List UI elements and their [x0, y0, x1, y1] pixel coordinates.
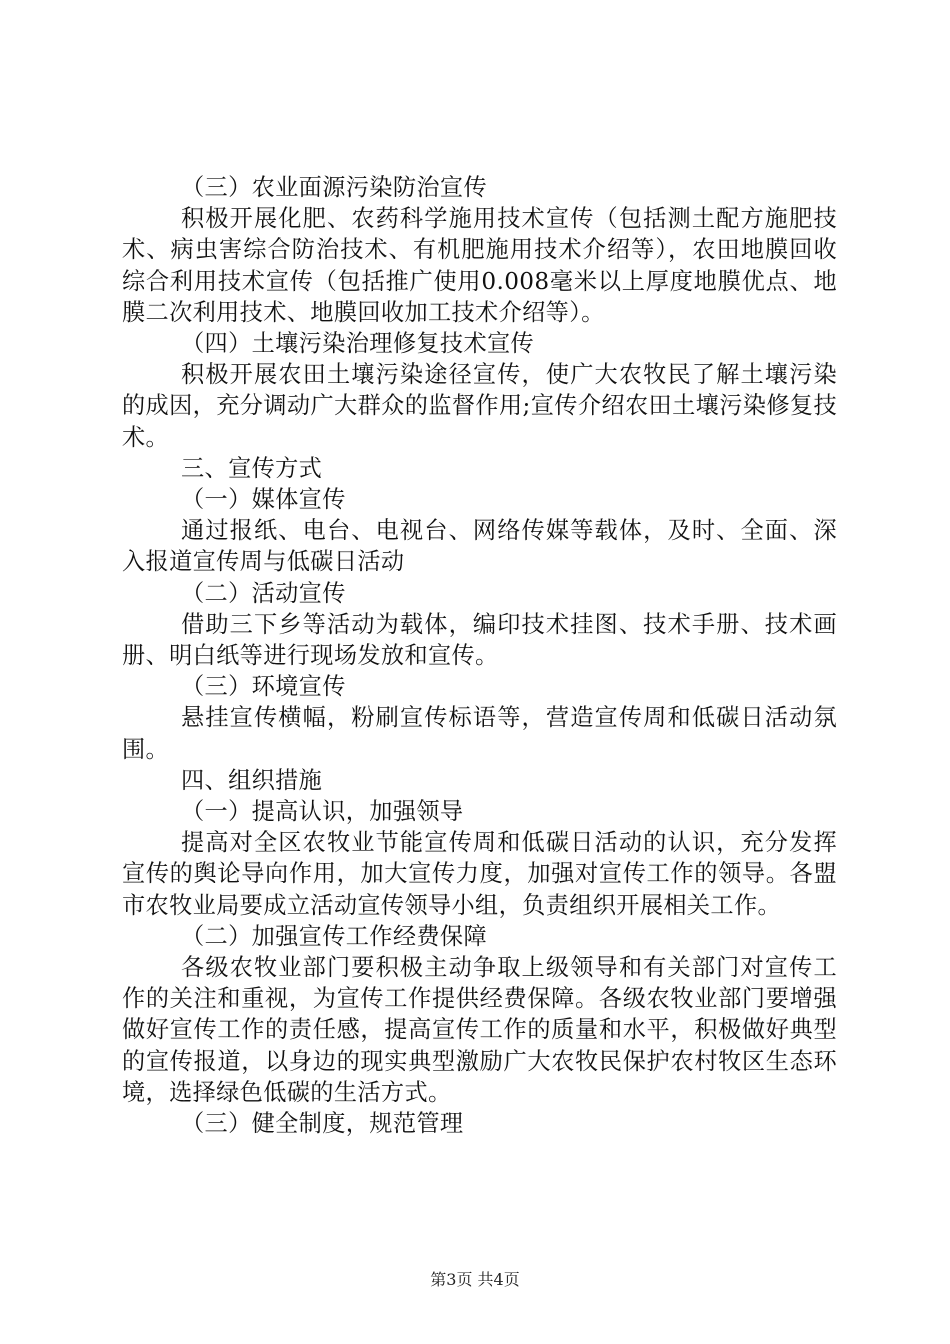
chapter-heading: 四、组织措施: [181, 766, 323, 794]
body-paragraph: 提高对全区农牧业节能宣传周和低碳日活动的认识，充分发挥宣传的舆论导向作用，加大宣传力度，加强对宣传工作的领导。各盟市农牧业局要成立活动宣传领导小组，负责组织开展相关工作。: [122, 829, 837, 919]
section-heading: （二）活动宣传: [181, 579, 346, 607]
body-paragraph: 积极开展农田土壤污染途径宣传，使广大农牧民了解土壤污染的成因，充分调动广大群众的监督作用;宣传介绍农田土壤污染修复技术。: [122, 361, 837, 451]
section-heading: （一）媒体宣传: [181, 486, 346, 514]
body-paragraph: 通过报纸、电台、电视台、网络传媒等载体，及时、全面、深入报道宣传周与低碳日活动: [122, 517, 837, 576]
body-paragraph: 各级农牧业部门要积极主动争取上级领导和有关部门对宣传工作的关注和重视，为宣传工作提供经费保障。各级农牧业部门要增强做好宣传工作的责任感，提高宣传工作的质量和水平，积极做好典型的宣传报道，以身边的现实典型激励广大农牧民保护农村牧区生态环境，选择绿色低碳的生活方式。: [122, 954, 837, 1106]
section-heading: （一）提高认识，加强领导: [181, 798, 464, 826]
section-heading: （三）农业面源污染防治宣传: [181, 174, 487, 201]
section-heading: （三）环境宣传: [181, 673, 346, 701]
body-paragraph: 积极开展化肥、农药科学施用技术宣传（包括测土配方施肥技术、病虫害综合防治技术、有机肥施用技术介绍等），农田地膜回收综合利用技术宣传（包括推广使用0.008毫米以上厚度地膜优点、地膜二次利用技术、地膜回收加工技术介绍等）。: [122, 205, 837, 326]
section-heading: （四）土壤污染治理修复技术宣传: [181, 330, 535, 358]
body-paragraph: 借助三下乡等活动为载体，编印技术挂图、技术手册、技术画册、明白纸等进行现场发放和宣传。: [122, 610, 837, 670]
body-paragraph: 悬挂宣传横幅，粉刷宣传标语等，营造宣传周和低碳日活动氛围。: [122, 704, 837, 763]
document-body: [122, 172, 837, 1139]
page-number-footer: 第3页 共4页: [430, 1270, 520, 1289]
chapter-heading: 三、宣传方式: [181, 454, 323, 482]
section-heading: （三）健全制度，规范管理: [181, 1110, 464, 1138]
section-heading: （二）加强宣传工作经费保障: [181, 922, 487, 950]
